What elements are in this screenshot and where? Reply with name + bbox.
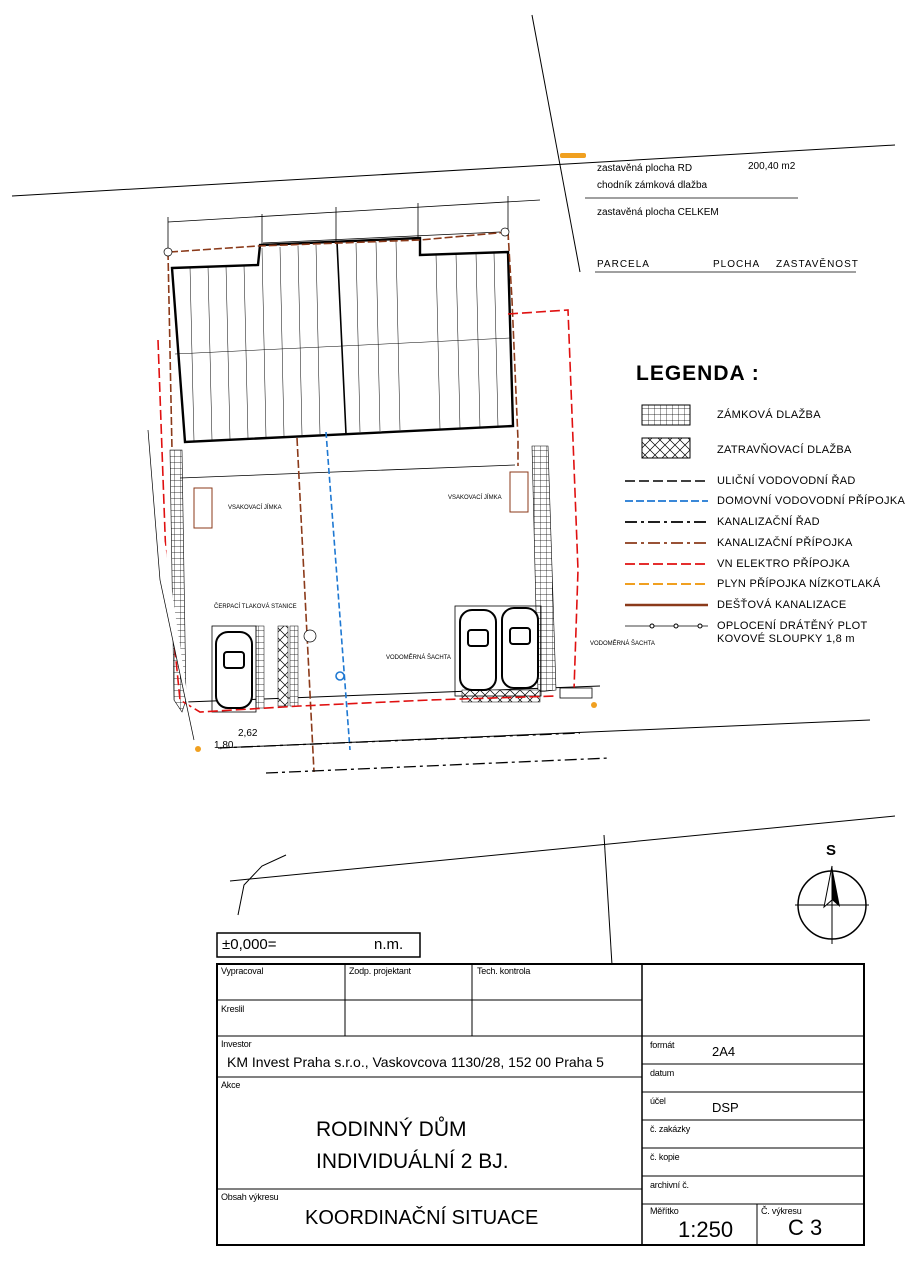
north-compass-icon xyxy=(795,866,869,944)
tb-tech-label: Tech. kontrola xyxy=(477,966,531,976)
stats-header-plocha: PLOCHA xyxy=(713,259,761,270)
legend-item-street-water: ULIČNÍ VODOVODNÍ ŘAD xyxy=(717,475,856,487)
pump-station-label: ČERPACÍ TLAKOVÁ STANICE xyxy=(214,604,297,610)
tb-investor-label: Investor xyxy=(221,1039,252,1049)
legend-item-grass-paving: ZATRAVŇOVACÍ DLAŽBA xyxy=(717,444,852,456)
tb-akce-label: Akce xyxy=(221,1080,241,1090)
tb-investor-value: KM Invest Praha s.r.o., Vaskovcova 1130/28, 152 00 Praha 5 xyxy=(227,1054,604,1070)
legend-swatches xyxy=(625,405,708,628)
tb-zodp-label: Zodp. projektant xyxy=(349,966,411,976)
legend-title: LEGENDA : xyxy=(636,362,760,385)
tb-archivni-label: archivní č. xyxy=(650,1180,689,1190)
legend-item-electric: VN ELEKTRO PŘÍPOJKA xyxy=(717,558,850,570)
legend-item-fence: OPLOCENÍ DRÁTĚNÝ PLOT KOVOVÉ SLOUPKY 1,8 m xyxy=(717,620,868,645)
legend-item-sewer-connection: KANALIZAČNÍ PŘÍPOJKA xyxy=(717,537,853,549)
tb-format-value: 2A4 xyxy=(712,1044,736,1059)
tb-datum-label: datum xyxy=(650,1068,675,1078)
tb-obsah-value: KOORDINAČNÍ SITUACE xyxy=(305,1207,539,1229)
parcel-boundaries xyxy=(12,15,895,965)
building-footprint xyxy=(172,238,515,478)
tb-ucel-label: účel xyxy=(650,1096,666,1106)
water-connection-line xyxy=(326,432,350,750)
tb-meritko-label: Měřítko xyxy=(650,1206,679,1216)
soakaway-left-label: VSAKOVACÍ JÍMKA xyxy=(228,505,282,511)
grass-paving-areas xyxy=(278,626,540,706)
total-built-area-label: zastavěná plocha CELKEM xyxy=(597,207,719,218)
tb-ucel-value: DSP xyxy=(712,1100,739,1115)
paving-label: chodník zámková dlažba xyxy=(597,180,708,191)
tb-zakazky-label: č. zakázky xyxy=(650,1124,691,1134)
legend-item-gas: PLYN PŘÍPOJKA NÍZKOTLAKÁ xyxy=(717,578,881,590)
tb-vypracoval-label: Vypracoval xyxy=(221,966,264,976)
meter-box xyxy=(560,688,592,698)
tb-akce-line1: RODINNÝ DŮM xyxy=(316,1118,467,1141)
compass-letter: S xyxy=(826,842,837,859)
legend-item-rainwater: DEŠŤOVÁ KANALIZACE xyxy=(717,599,847,611)
title-block-frame xyxy=(217,964,864,1245)
tb-akce-line2: INDIVIDUÁLNÍ 2 BJ. xyxy=(316,1150,509,1173)
stats-header-parcela: PARCELA xyxy=(597,259,650,270)
tb-vykresu-value: C 3 xyxy=(788,1215,823,1240)
legend-item-house-water: DOMOVNÍ VODOVODNÍ PŘÍPOJKA xyxy=(717,495,906,507)
tb-vykresu-label: Č. výkresu xyxy=(761,1206,802,1216)
tb-obsah-label: Obsah výkresu xyxy=(221,1192,279,1202)
dimension-180: 1,80 xyxy=(214,740,234,751)
legend-item-sewer-main: KANALIZAČNÍ ŘAD xyxy=(717,516,820,528)
water-shaft-right-label: VODOMĚRNÁ ŠACHTA xyxy=(590,641,655,647)
stats-header-zastavenost: ZASTAVĚNOST xyxy=(776,259,859,270)
built-area-value: 200,40 m2 xyxy=(748,161,796,172)
tb-kreslil-label: Kreslil xyxy=(221,1004,245,1014)
tb-meritko-value: 1:250 xyxy=(678,1217,734,1242)
soakaway-right-label: VSAKOVACÍ JÍMKA xyxy=(448,495,502,501)
tb-kopie-label: č. kopie xyxy=(650,1152,680,1162)
legend-item-paving: ZÁMKOVÁ DLAŽBA xyxy=(717,409,821,421)
street-mains xyxy=(218,733,610,773)
dimension-262: 2,62 xyxy=(238,728,258,739)
water-shaft-left-label: VODOMĚRNÁ ŠACHTA xyxy=(386,655,451,661)
elevation-level: ±0,000= xyxy=(222,936,277,953)
tb-format-label: formát xyxy=(650,1040,675,1050)
elevation-unit: n.m. xyxy=(374,936,404,953)
built-area-label: zastavěná plocha RD xyxy=(597,163,693,174)
